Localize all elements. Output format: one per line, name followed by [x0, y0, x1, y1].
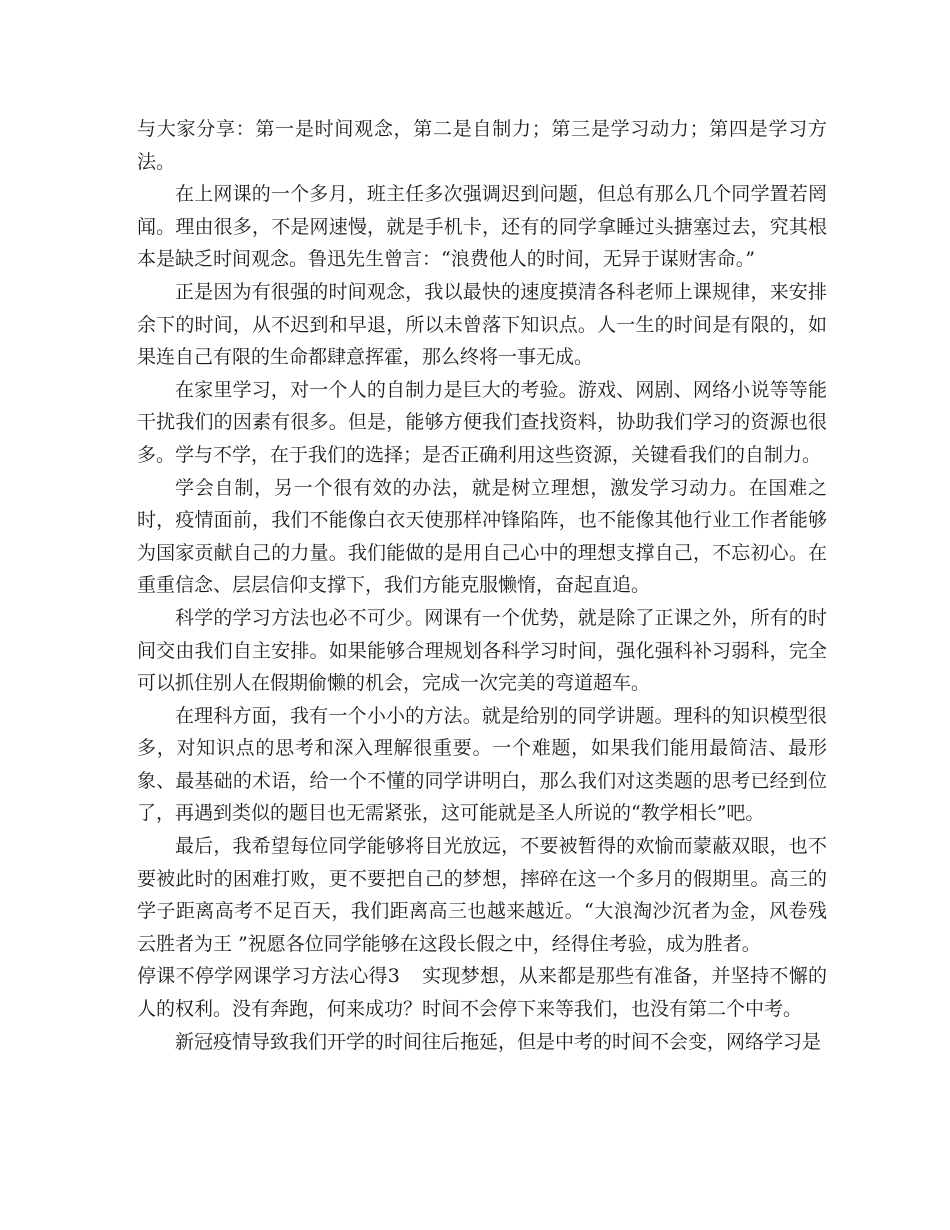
- paragraph: 与大家分享：第一是时间观念，第二是自制力；第三是学习动力；第四是学习方法。: [137, 118, 827, 173]
- document-body: [137, 113, 827, 1058]
- section-paragraph: [137, 960, 827, 1025]
- paragraph: 学会自制，另一个很有效的办法，就是树立理想，激发学习动力。在国难之时，疫情面前，我们不能像白衣天使那样冲锋陷阵，也不能像其他行业工作者能够为国家贡献自己的力量。我们能做的是用自己心中的理想支撑自己，不忘初心。在重重信念、层层信仰支撑下，我们方能克服懒惰，奋起直追。: [137, 476, 827, 597]
- paragraph: 正是因为有很强的时间观念，我以最快的速度摸清各科老师上课规律，来安排余下的时间，从不迟到和早退，所以未曾落下知识点。人一生的时间是有限的，如果连自己有限的生命都肆意挥霍，那么终将一事无成。: [137, 280, 827, 369]
- paragraph: 在家里学习，对一个人的自制力是巨大的考验。游戏、网剧、网络小说等等能干扰我们的因素有很多。但是，能够方便我们查找资料，协助我们学习的资源也很多。学与不学，在于我们的选择；是否正确利用这些资源，关键看我们的自制力。: [137, 378, 827, 466]
- paragraph: 在理科方面，我有一个小小的方法。就是给别的同学讲题。理科的知识模型很多，对知识点的思考和深入理解很重要。一个难题，如果我们能用最简洁、最形象、最基础的术语，给一个不懂的同学讲明白，那么我们对这类题的思考已经到位了，再遇到类似的题目也无需紧张，这可能就是圣人所说的“教学相长”吧。: [137, 704, 827, 825]
- paragraph: 科学的学习方法也必不可少。网课有一个优势，就是除了正课之外，所有的时间交由我们自主安排。如果能够合理规划各科学习时间，强化强科补习弱科，完全可以抓住别人在假期偷懒的机会，完成一次完美的弯道超车。: [137, 606, 827, 695]
- paragraph: 新冠疫情导致我们开学的时间往后拖延，但是中考的时间不会变，网络学习是: [175, 1030, 822, 1053]
- paragraph: 最后，我希望每位同学能够将目光放远，不要被暂得的欢愉而蒙蔽双眼，也不要被此时的困难打败，更不要把自己的梦想，摔碎在这一个多月的假期里。高三的学子距离高考不足百天，我们距离高三也越来越近。“大浪淘沙沉者为金，风卷残云胜者为王 ”祝愿各位同学能够在这段长假之中，经得住考验，成为胜者。: [137, 835, 827, 955]
- section-first-text: 实现梦想，从来都是那些有准备，并坚持不懈的人的权利。没有奔跑，何来成功？时间不会停下来等我们，也没有第二个中考。: [137, 965, 827, 1021]
- paragraph: 在上网课的一个多月，班主任多次强调迟到问题，但总有那么几个同学置若罔闻。理由很多，不是网速慢，就是手机卡，还有的同学拿睡过头搪塞过去，究其根本是缺乏时间观念。鲁迅先生曾言：“浪费他人的时间，无异于谋财害命。”: [137, 183, 827, 271]
- section-title: 停课不停学网课学习方法心得3: [137, 965, 400, 988]
